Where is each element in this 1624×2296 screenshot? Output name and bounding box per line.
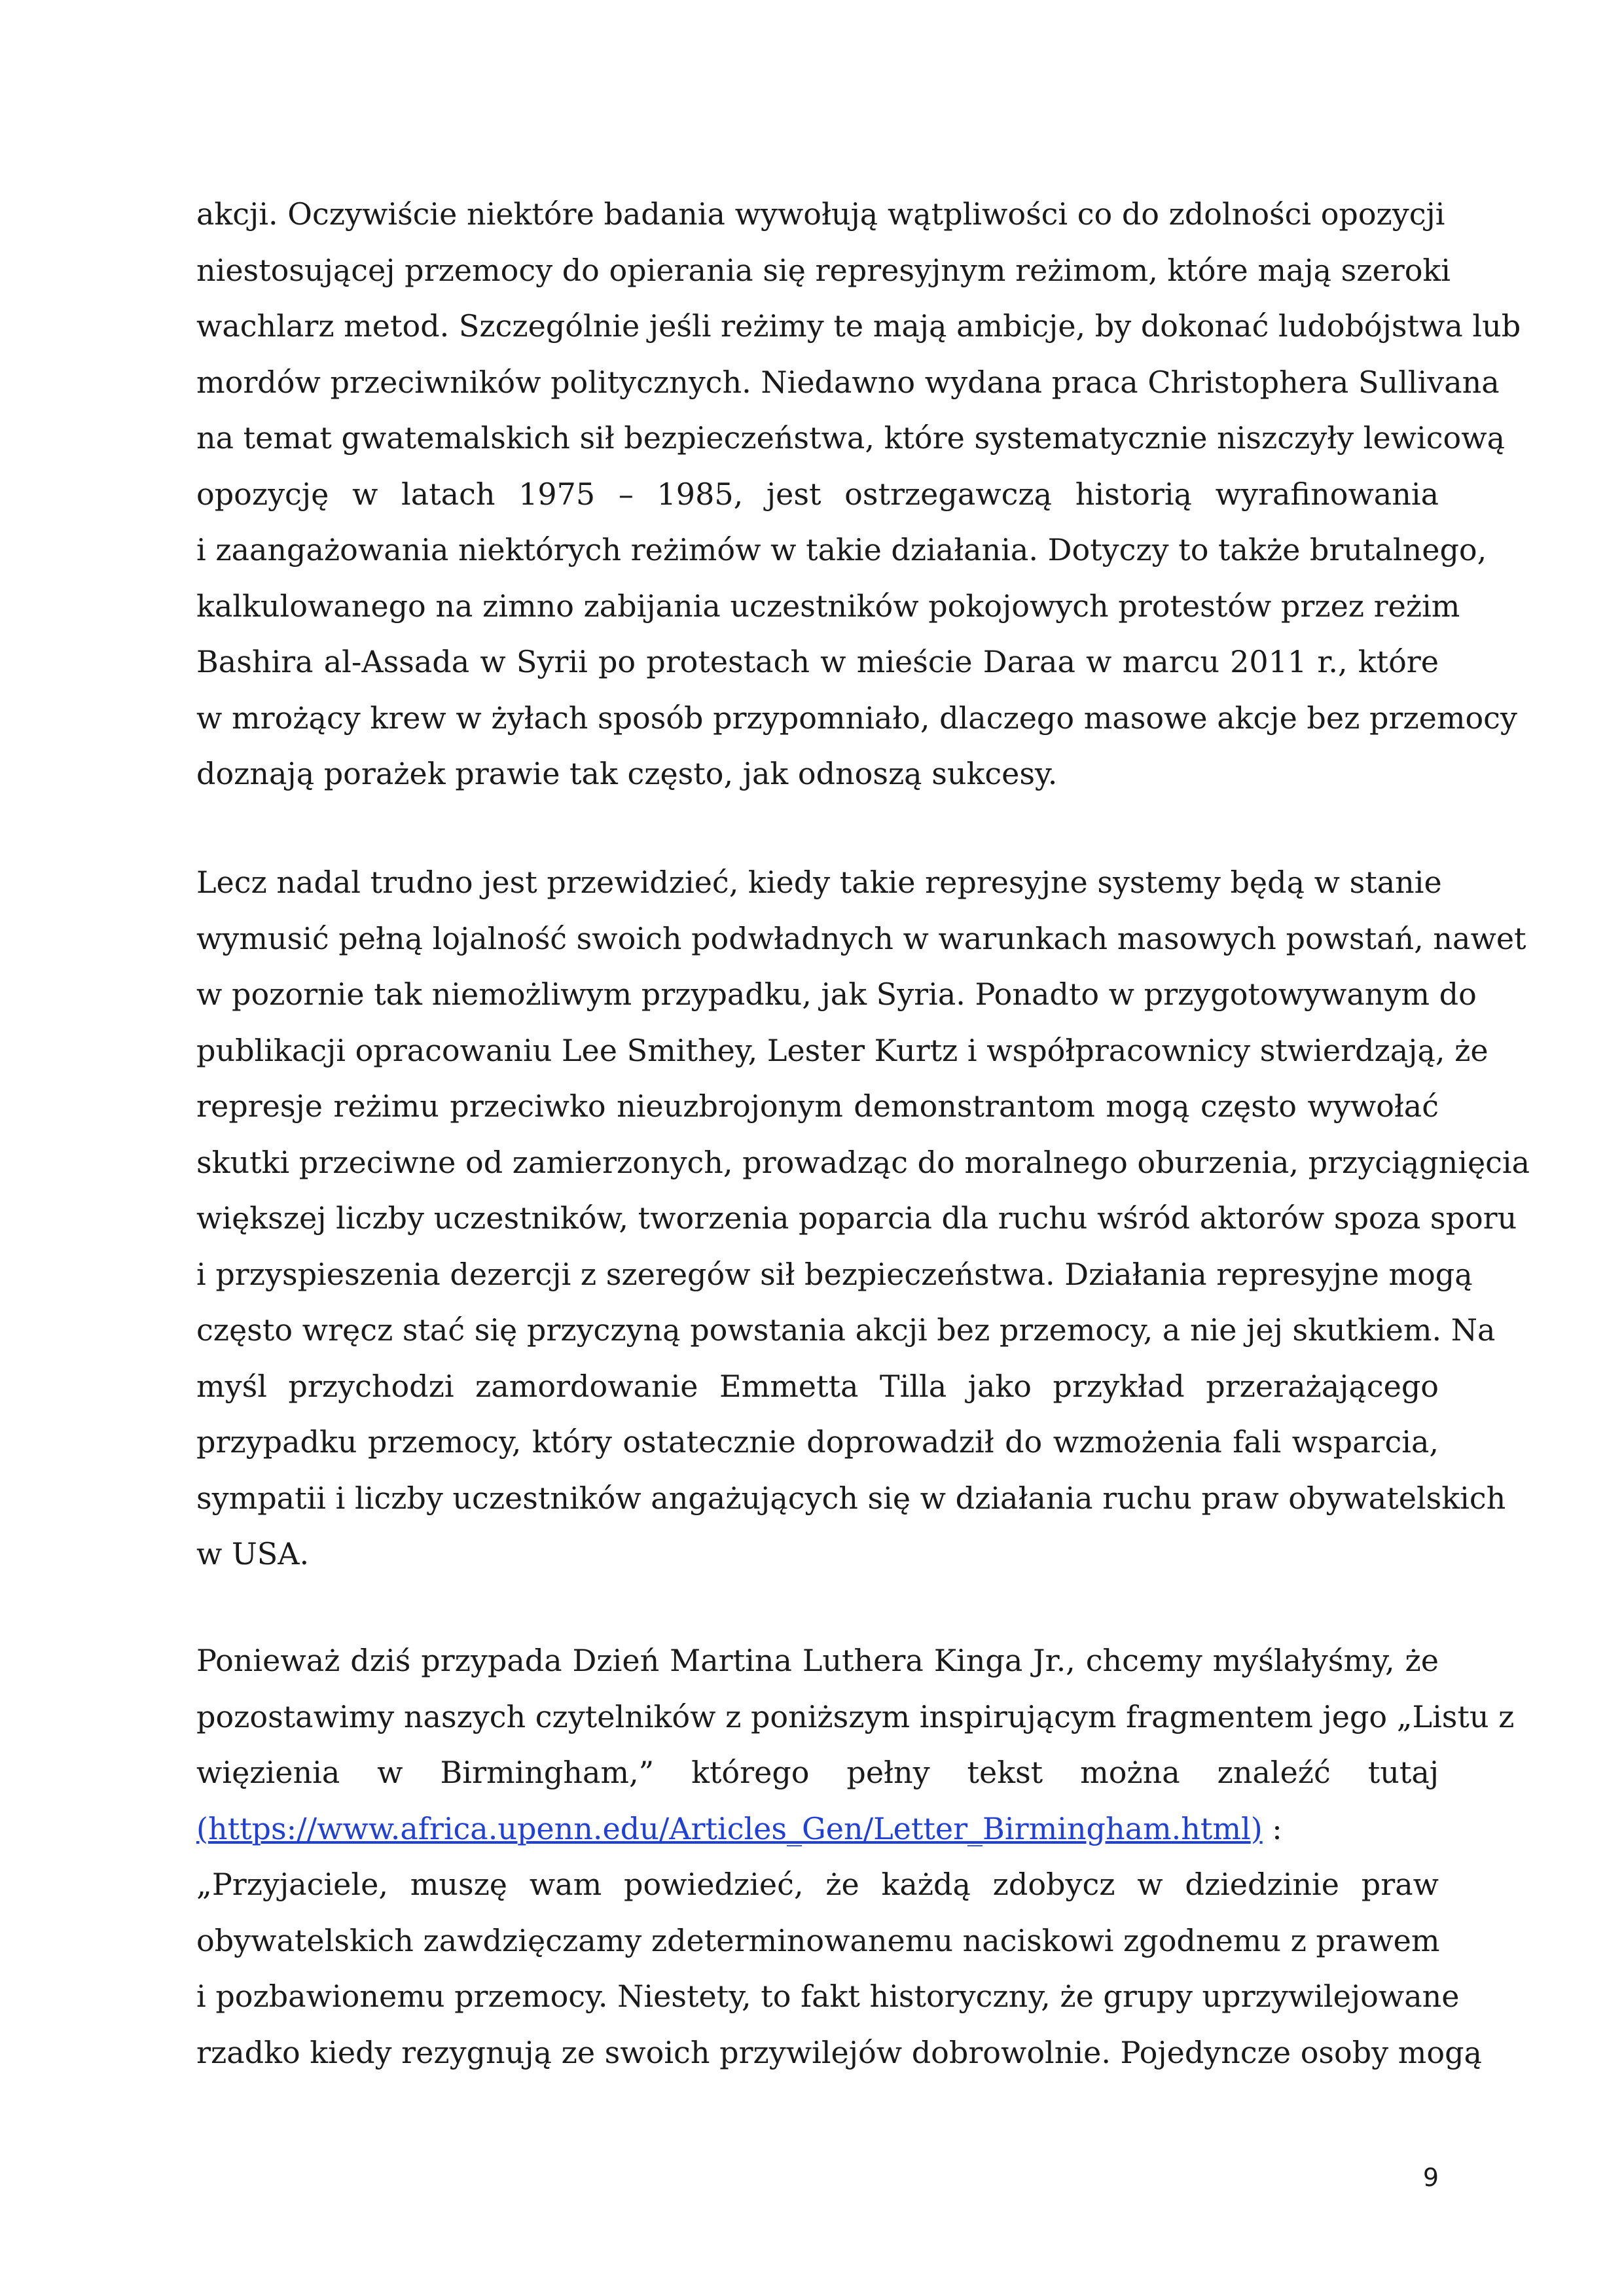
text-line: skutki przeciwne od zamierzonych, prowadząc do moralnego oburzenia, przyciągnięcia [196,1144,1530,1180]
paragraph-3 [196,1633,1515,2081]
link-open-paren[interactable]: ( [196,1810,208,1846]
text-line: większej liczby uczestników, tworzenia poparcia dla ruchu wśród aktorów spoza sporu [196,1200,1517,1236]
text-line: Lecz nadal trudno jest przewidzieć, kiedy takie represyjne systemy będą w stanie [196,865,1442,900]
text-line: Bashira al-Assada w Syrii po protestach w mieście Daraa w marcu 2011 r., które [196,644,1439,679]
text-line: w USA. [196,1536,310,1571]
text-line: w pozornie tak niemożliwym przypadku, jak Syria. Ponadto w przygotowywanym do [196,977,1477,1012]
link-line [196,1801,1439,1857]
page-number: 9 [1422,2163,1439,2192]
text-line: w mrożący krew w żyłach sposób przypomniało, dlaczego masowe akcje bez przemocy [196,700,1517,736]
text-line: i zaangażowania niektórych reżimów w takie działania. Dotyczy to także brutalnego, [196,532,1487,567]
text-line: wymusić pełną lojalność swoich podwładnych w warunkach masowych powstań, nawet [196,920,1526,956]
text-line: sympatii i liczby uczestników angażujących się w działania ruchu praw obywatelskich [196,1480,1506,1516]
quote-line: rzadko kiedy rezygnują ze swoich przywilejów dobrowolnie. Pojedyncze osoby mogą [196,2034,1482,2070]
text-line: kalkulowanego na zimno zabijania uczestników pokojowych protestów przez reżim [196,588,1460,624]
paragraph-1 [196,187,1521,802]
text-line: więzienia w Birmingham,” którego pełny tekst można znaleźć tutaj [196,1755,1439,1790]
text-line: niestosującej przemocy do opierania się represyjnym reżimom, które mają szeroki [196,252,1451,288]
text-line: często wręcz stać się przyczyną powstania akcji bez przemocy, a nie jej skutkiem. Na [196,1312,1496,1348]
text-line: myśl przychodzi zamordowanie Emmetta Tilla jako przykład przerażającego [196,1368,1439,1404]
quote-line: „Przyjaciele, muszę wam powiedzieć, że każdą zdobycz w dziedzinie praw [196,1867,1439,1902]
text-line: akcji. Oczywiście niektóre badania wywołują wątpliwości co do zdolności opozycji [196,196,1445,232]
text-line: na temat gwatemalskich sił bezpieczeństwa, które systematycznie niszczyły lewicową [196,420,1506,456]
quote-line: obywatelskich zawdzięczamy zdeterminowanemu naciskowi zgodnemu z prawem [196,1922,1440,1958]
quote-line: i pozbawionemu przemocy. Niestety, to fakt historyczny, że grupy uprzywilejowane [196,1979,1460,2014]
link-trailing-colon: : [1262,1810,1282,1846]
text-line: opozycję w latach 1975 – 1985, jest ostrzegawczą historią wyrafinowania [196,476,1439,512]
text-line: publikacji opracowaniu Lee Smithey, Lester Kurtz i współpracownicy stwierdzają, że [196,1032,1489,1068]
link-close-paren[interactable]: ) [1250,1810,1263,1846]
text-line: wachlarz metod. Szczególnie jeśli reżimy te mają ambicje, by dokonać ludobójstwa lub [196,308,1521,344]
text-line: doznają porażek prawie tak często, jak odnoszą sukcesy. [196,756,1058,791]
text-line: przypadku przemocy, który ostatecznie doprowadził do wzmożenia fali wsparcia, [196,1424,1439,1460]
text-line: i przyspieszenia dezercji z szeregów sił bezpieczeństwa. Działania represyjne mogą [196,1256,1473,1292]
letter-birmingham-link[interactable]: https://www.africa.upenn.edu/Articles_Gen/Letter_Birmingham.html [208,1810,1251,1846]
text-line: mordów przeciwników politycznych. Niedawno wydana praca Christophera Sullivana [196,364,1500,400]
text-line: Ponieważ dziś przypada Dzień Martina Luthera Kinga Jr., chcemy myślałyśmy, że [196,1643,1439,1678]
paragraph-2 [196,855,1530,1583]
text-line: represje reżimu przeciwko nieuzbrojonym demonstrantom mogą często wywołać [196,1088,1439,1124]
text-line: pozostawimy naszych czytelników z poniższym inspirującym fragmentem jego „Listu z [196,1698,1515,1734]
